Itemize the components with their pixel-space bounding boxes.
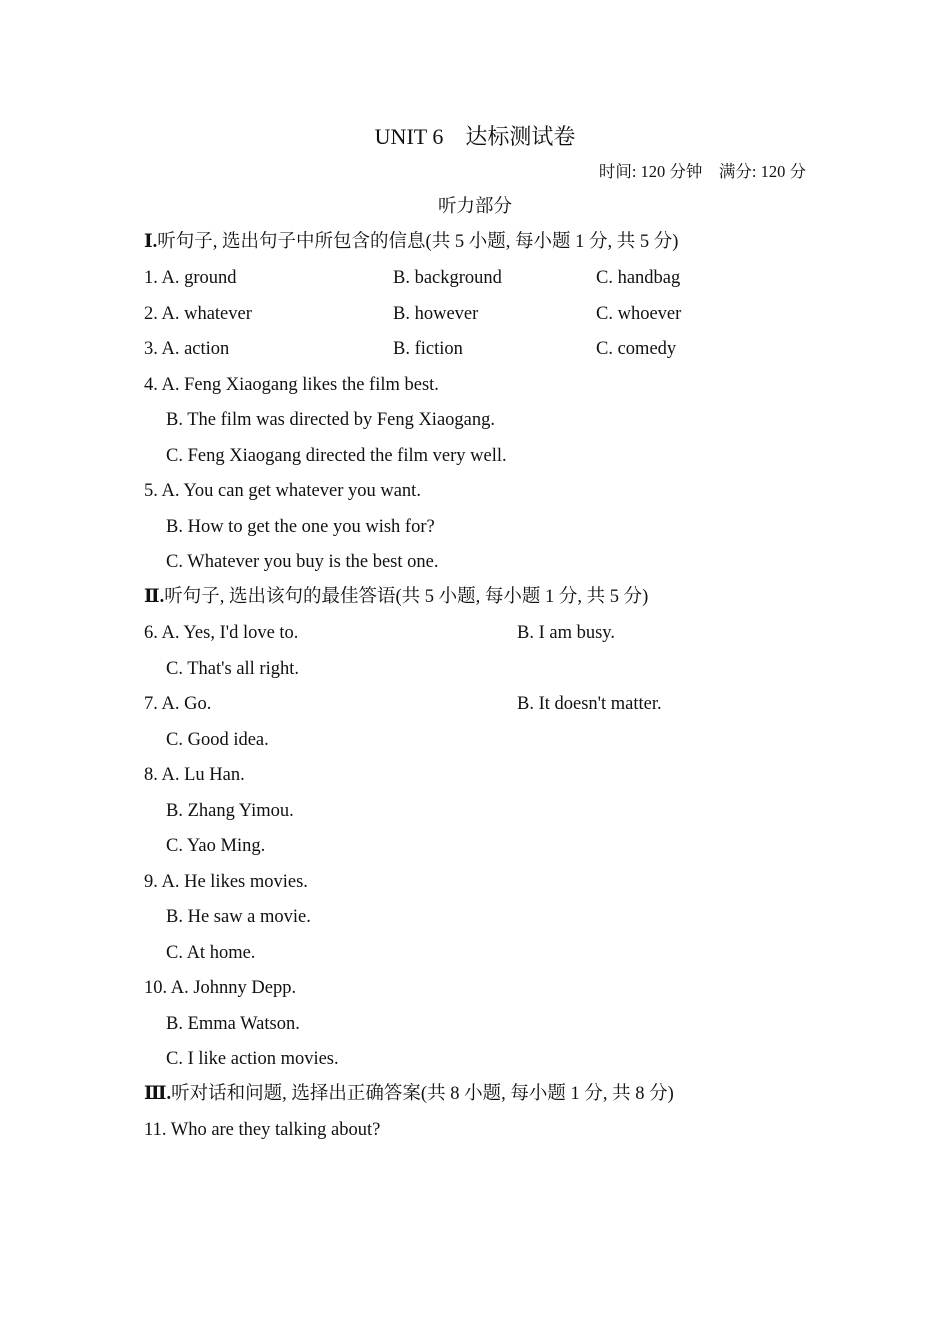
q3-option-c: C. comedy (596, 339, 677, 359)
section-1-heading (144, 233, 678, 252)
section-2-instruction: 听句子, 选出该句的最佳答语(共 5 小题, 每小题 1 分, 共 5 分) (164, 587, 649, 607)
q5-option-c: C. Whatever you buy is the best one. (166, 552, 439, 572)
q6-option-c: C. That's all right. (166, 659, 299, 679)
q1-option-b: B. background (393, 268, 502, 288)
q7-option-b: B. It doesn't matter. (517, 694, 662, 714)
q3-option-b: B. fiction (393, 339, 463, 359)
section-3-roman: Ⅲ. (144, 1084, 172, 1104)
q8-option-b: B. Zhang Yimou. (166, 801, 294, 821)
section-3-instruction: 听对话和问题, 选择出正确答案(共 8 小题, 每小题 1 分, 共 8 分) (171, 1084, 674, 1104)
section-2-heading (144, 588, 648, 607)
section-1-roman: Ⅰ. (144, 232, 158, 252)
q9-option-c: C. At home. (166, 943, 256, 963)
q7-option-c: C. Good idea. (166, 730, 269, 750)
section-2-roman: Ⅱ. (144, 587, 165, 607)
q5-option-a: 5. A. You can get whatever you want. (144, 481, 421, 501)
q6-option-b: B. I am busy. (517, 623, 615, 643)
q9-option-a: 9. A. He likes movies. (144, 872, 308, 892)
q11-question: 11. Who are they talking about? (144, 1120, 381, 1140)
q8-option-c: C. Yao Ming. (166, 836, 266, 856)
q1-option-c: C. handbag (596, 268, 681, 288)
q3-option-a: 3. A. action (144, 339, 230, 359)
q10-option-b: B. Emma Watson. (166, 1014, 300, 1034)
q9-option-b: B. He saw a movie. (166, 907, 311, 927)
q2-option-c: C. whoever (596, 304, 682, 324)
q8-option-a: 8. A. Lu Han. (144, 765, 245, 785)
q7-option-a: 7. A. Go. (144, 694, 212, 714)
time-score-info: 时间: 120 分钟 满分: 120 分 (598, 162, 806, 181)
q4-option-b: B. The film was directed by Feng Xiaogang. (166, 410, 495, 430)
section-3-heading (144, 1085, 674, 1104)
q2-option-a: 2. A. whatever (144, 304, 252, 324)
q4-option-c: C. Feng Xiaogang directed the film very well. (166, 446, 507, 466)
q6-option-a: 6. A. Yes, I'd love to. (144, 623, 299, 643)
part-title: 听力部分 (437, 197, 512, 217)
q5-option-b: B. How to get the one you wish for? (166, 517, 435, 537)
q10-option-c: C. I like action movies. (166, 1049, 339, 1069)
q1-option-a: 1. A. ground (144, 268, 237, 288)
page-title: UNIT 6 达标测试卷 (374, 124, 576, 149)
q10-option-a: 10. A. Johnny Depp. (144, 978, 297, 998)
section-1-instruction: 听句子, 选出句子中所包含的信息(共 5 小题, 每小题 1 分, 共 5 分) (157, 232, 679, 252)
q4-option-a: 4. A. Feng Xiaogang likes the film best. (144, 375, 439, 395)
q2-option-b: B. however (393, 304, 479, 324)
